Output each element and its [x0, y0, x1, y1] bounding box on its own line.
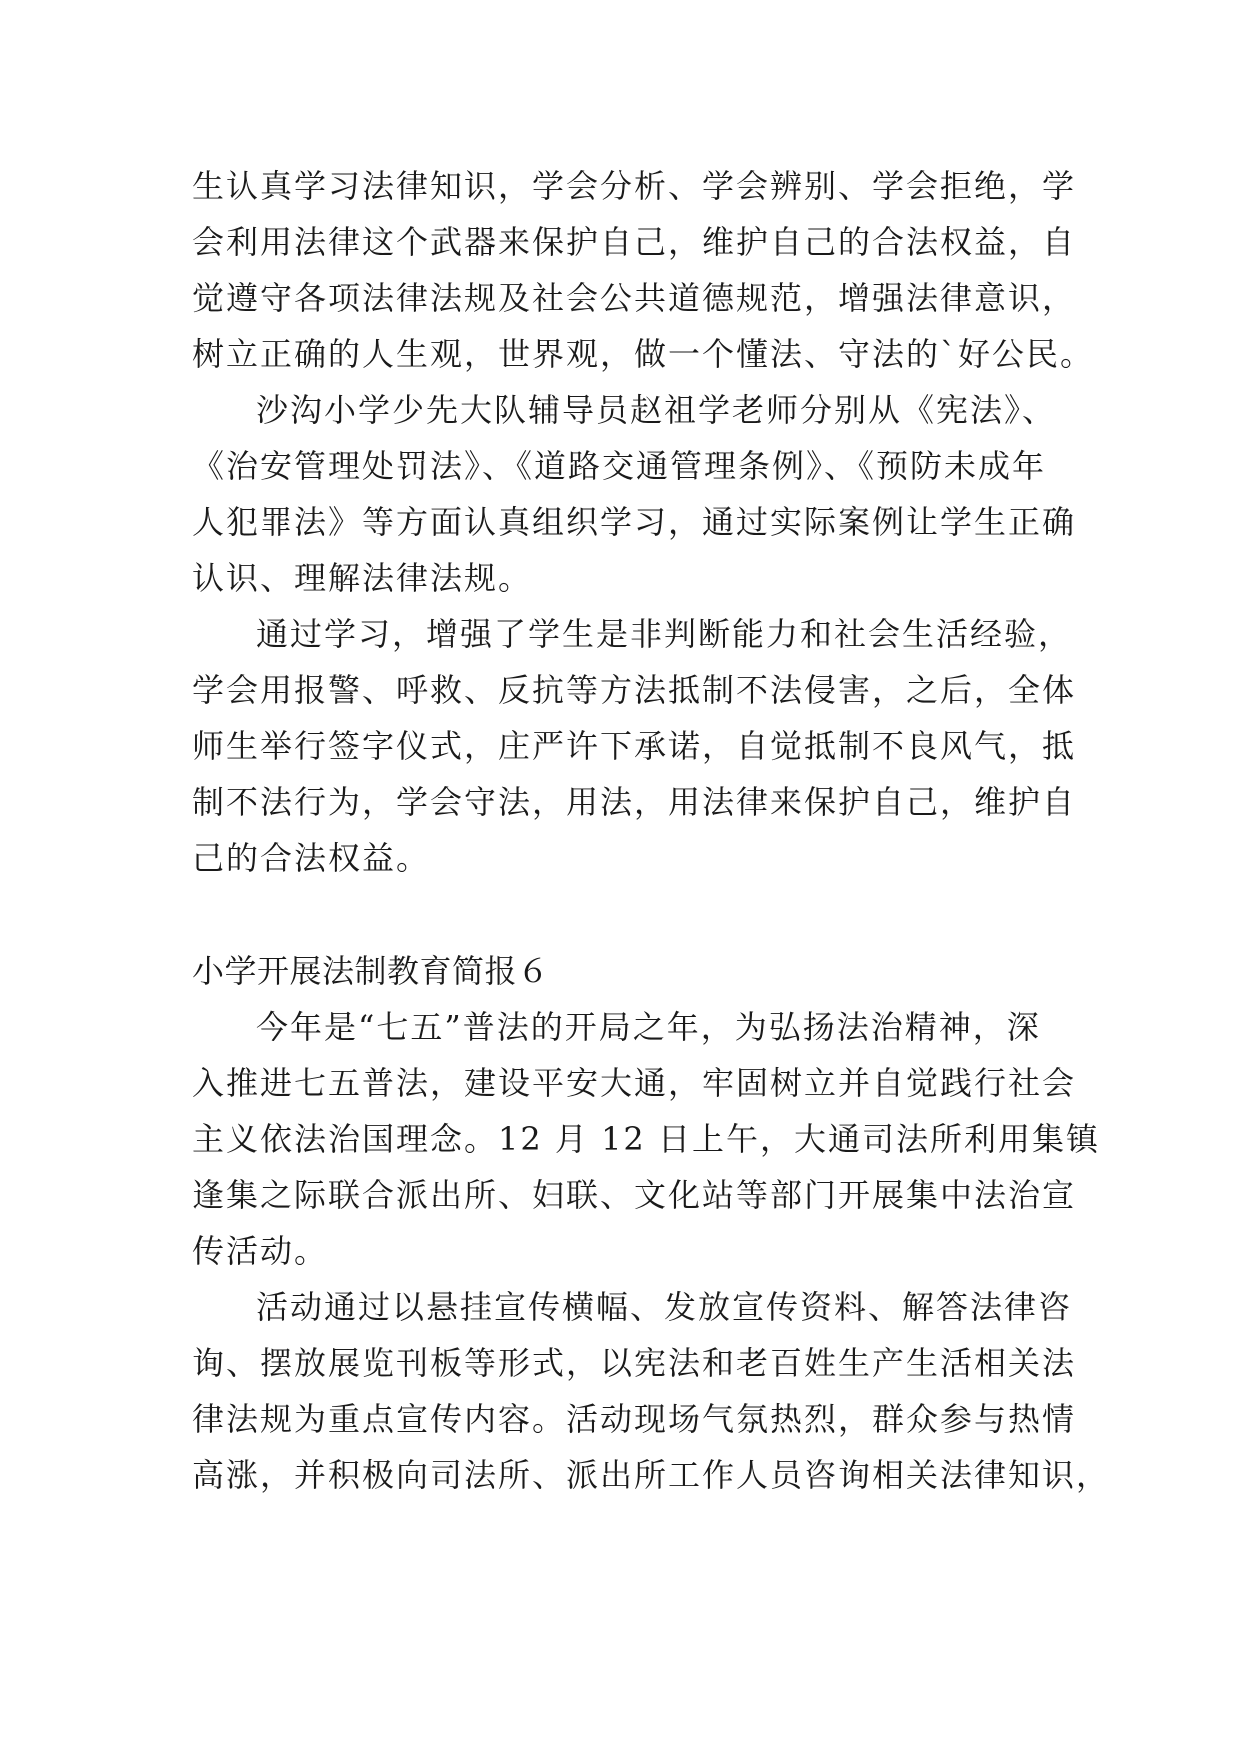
text-line: 今年是“七五”普法的开局之年，为弘扬法治精神，深 [256, 1008, 1041, 1046]
text-line: 主义依法治国理念。12 月 12 日上午，大通司法所利用集镇 [192, 1120, 1100, 1158]
text-line: 树立正确的人生观，世界观，做一个懂法、守法的`好公民。 [192, 335, 1095, 373]
text-line: 沙沟小学少先大队辅导员赵祖学老师分别从《宪法》、 [256, 391, 1057, 429]
text-line: 入推进七五普法，建设平安大通，牢固树立并自觉践行社会 [192, 1064, 1077, 1102]
text-line: 逢集之际联合派出所、妇联、文化站等部门开展集中法治宣 [192, 1176, 1077, 1214]
text-line: 人犯罪法》等方面认真组织学习，通过实际案例让学生正确 [192, 503, 1077, 541]
section-heading: 小学开展法制教育简报６ [192, 952, 550, 990]
text-line: 询、摆放展览刊板等形式，以宪法和老百姓生产生活相关法 [192, 1344, 1077, 1382]
text-line: 认识、理解法律法规。 [192, 559, 533, 597]
text-line: 律法规为重点宣传内容。活动现场气氛热烈，群众参与热情 [192, 1400, 1077, 1438]
text-line: 通过学习，增强了学生是非判断能力和社会生活经验， [256, 615, 1073, 653]
text-line: 会利用法律这个武器来保护自己，维护自己的合法权益，自 [192, 223, 1077, 261]
text-line: 己的合法权益。 [192, 839, 431, 877]
text-line: 生认真学习法律知识，学会分析、学会辨别、学会拒绝，学 [192, 167, 1077, 205]
text-line: 觉遵守各项法律法规及社会公共道德规范，增强法律意识， [192, 279, 1077, 317]
text-line: 活动通过以悬挂宣传横幅、发放宣传资料、解答法律咨 [256, 1288, 1073, 1326]
text-line: 传活动。 [192, 1232, 329, 1270]
text-line: 《治安管理处罚法》、《道路交通管理条例》、《预防未成年 [192, 447, 1047, 485]
text-line: 制不法行为，学会守法，用法，用法律来保护自己，维护自 [192, 783, 1077, 821]
text-line: 师生举行签字仪式，庄严许下承诺，自觉抵制不良风气，抵 [192, 727, 1077, 765]
text-line: 学会用报警、呼救、反抗等方法抵制不法侵害，之后，全体 [192, 671, 1077, 709]
text-line: 高涨，并积极向司法所、派出所工作人员咨询相关法律知识， [192, 1456, 1111, 1494]
